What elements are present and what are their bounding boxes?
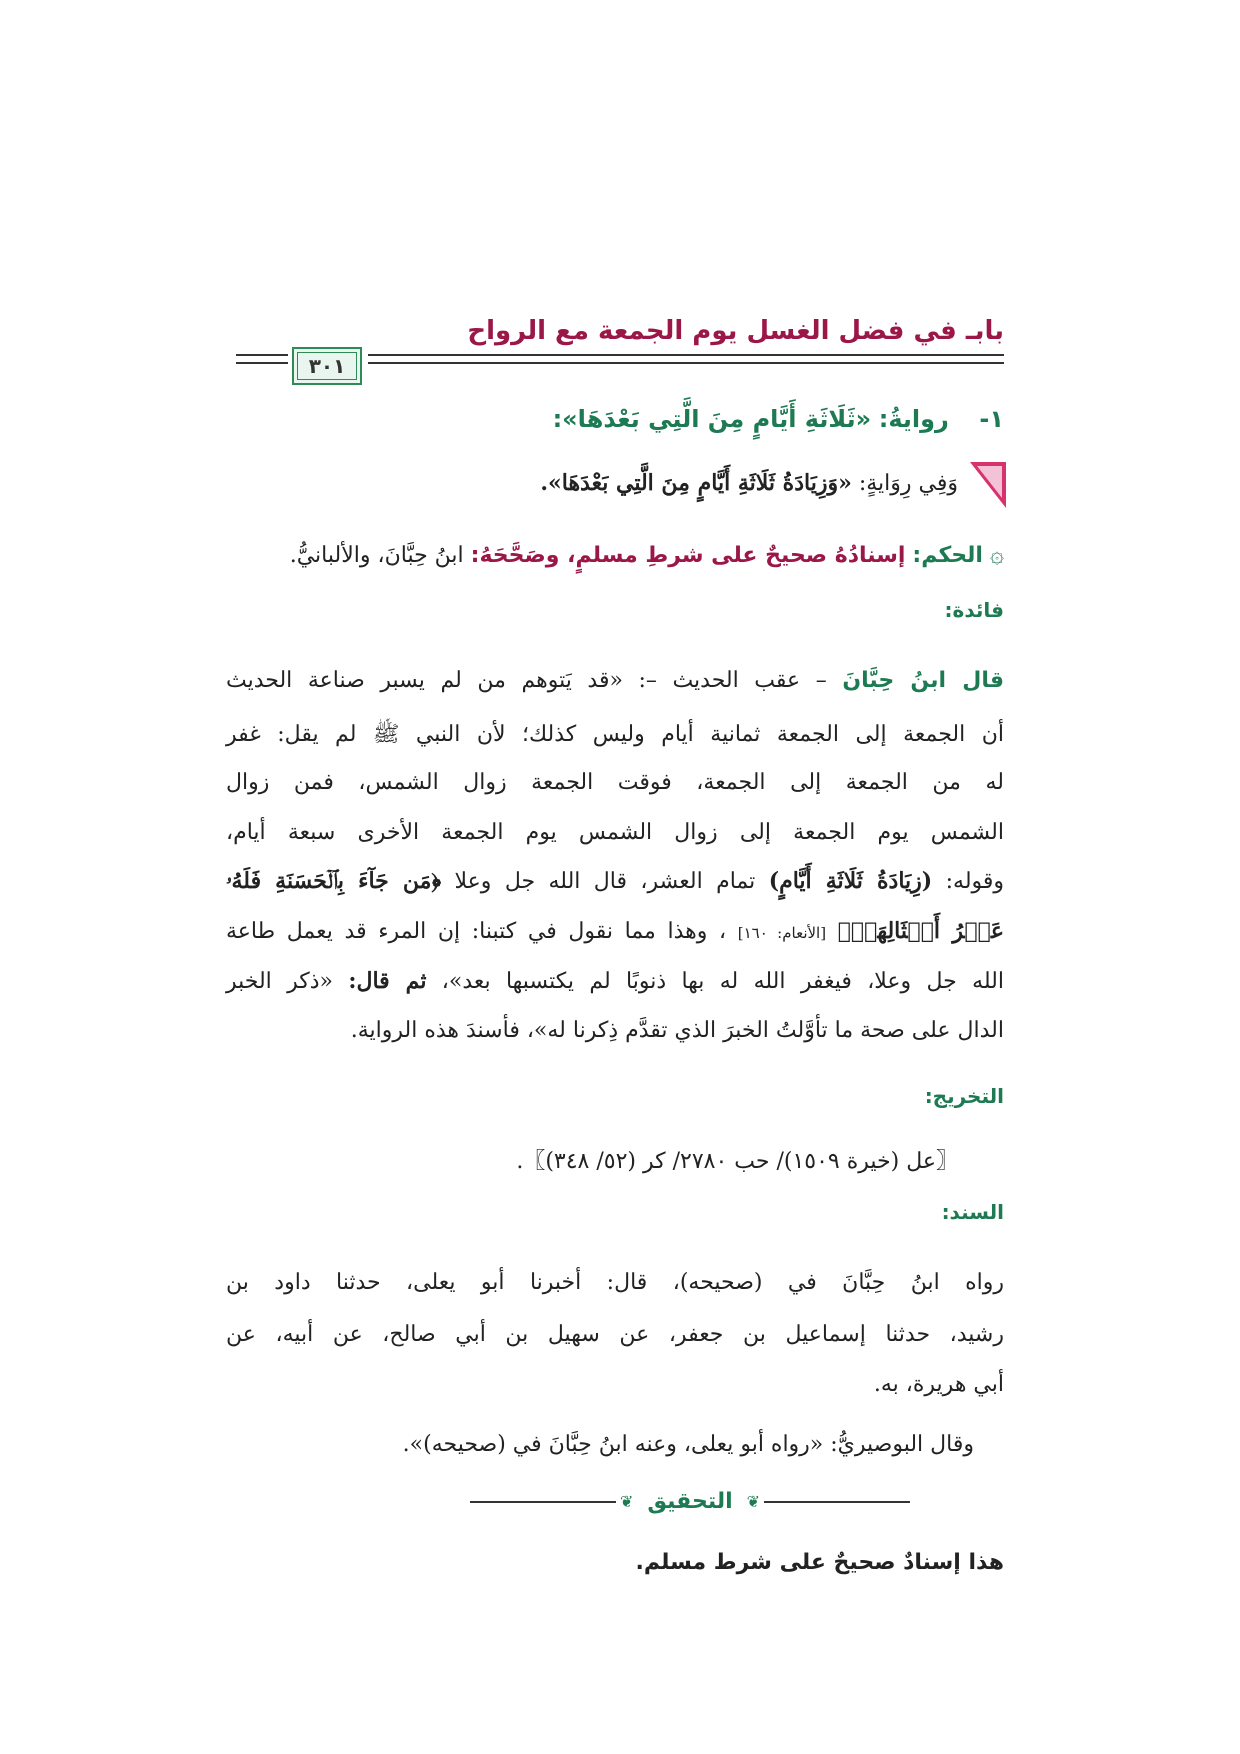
page-number: ٣٠١ xyxy=(308,354,346,378)
hukm-label: الحكم: xyxy=(912,543,983,568)
ayah-part-1: ﴿مَن جَآءَ بِٱلۡحَسَنَةِ فَلَهُۥ xyxy=(226,868,442,894)
corner-ornament-icon xyxy=(968,460,1008,510)
header-rule-right-bottom xyxy=(368,362,1004,364)
then-quote: «ذكر الخبر xyxy=(226,969,333,994)
tahqiq-divider xyxy=(470,1489,910,1514)
faida-line-6-text: ، وهذا مما نقول في كتبنا: إن المرء قد يعمل طاعة xyxy=(226,919,727,944)
sanad-heading: السند: xyxy=(941,1200,1004,1224)
faida-line-4: الشمس يوم الجمعة إلى زوال الشمس يوم الجمعة الأخرى سبعة أيام، xyxy=(226,820,1004,845)
page-number-box xyxy=(292,347,362,385)
running-title: بابـ في فضل الغسل يوم الجمعة مع الرواح xyxy=(467,316,1004,346)
ayah-reference: [الأنعام: ١٦٠] xyxy=(737,924,827,942)
faida-line-1-text: – عقب الحديث –: «قد يَتوهم من لم يسبر صناعة الحديث xyxy=(226,668,827,693)
riwaya-intro: وَفِي رِوَايةٍ: xyxy=(858,471,958,496)
riwaya-line xyxy=(540,470,958,496)
ayah-part-2: عَشۡرُ أَمۡثَالِهَاۖ﴾ xyxy=(837,918,1004,944)
section-quote: «ثَلَاثَةِ أَيَّامٍ مِنَ الَّتِي بَعْدَهَا»: xyxy=(552,405,872,433)
hukm-text: إسنادُهُ صحيحٌ على شرطِ مسلمٍ، وصَحَّحَهُ: xyxy=(470,543,906,568)
then-said: ثم قال: xyxy=(348,968,427,994)
takhrij-text: 〖عل (خيرة ١٥٠٩)/ حب ٢٧٨٠/ كر (٥٢/ ٣٤٨)〗. xyxy=(516,1149,958,1174)
rosette-icon: ۞ xyxy=(989,540,1004,568)
faida-line-7-text: الله جل وعلا، فيغفر الله له بها ذنوبًا لم يكتسبها بعد»، xyxy=(441,969,1004,994)
header-rule-left-top xyxy=(236,354,288,356)
faida-line-7 xyxy=(226,968,1004,994)
sanad-line-2: رشيد، حدثنا إسماعيل بن جعفر، عن سهيل بن أبي صالح، عن أبيه، عن xyxy=(226,1322,1004,1347)
section-number: ١- xyxy=(979,405,1004,433)
speaker-name: قال ابنُ حِبَّانَ xyxy=(842,668,1005,693)
busiri-line: وقال البوصيريُّ: «رواه أبو يعلى، وعنه ابنُ حِبَّانَ في (صحيحه)». xyxy=(402,1432,974,1457)
section-heading xyxy=(553,405,1004,433)
section-label: روايةُ: xyxy=(878,405,949,433)
header-rule-left-bottom xyxy=(236,362,288,364)
divider-line-right xyxy=(764,1501,910,1503)
tahqiq-text: هذا إسنادٌ صحيحٌ على شرط مسلم. xyxy=(635,1550,1004,1575)
faida-line-5-start: وقوله: xyxy=(945,869,1005,894)
header-rule-right-top xyxy=(368,354,1004,356)
faida-line-5-quote: (زِيَادَةُ ثَلَاثَةِ أَيَّامٍ) xyxy=(768,868,933,894)
hukm-rest: ابنُ حِبَّانَ، والألبانيُّ. xyxy=(289,543,464,568)
divider-line-left xyxy=(470,1501,616,1503)
faida-line-3: له من الجمعة إلى الجمعة، فوقت الجمعة زوال الشمس، فمن زوال xyxy=(226,770,1004,795)
faida-line-6 xyxy=(226,918,1004,944)
ornament-icon: ❦ xyxy=(746,1492,761,1511)
faida-line-5-text: تمام العشر، قال الله جل وعلا xyxy=(454,869,756,894)
ornament-icon: ❦ xyxy=(619,1492,634,1511)
faida-line-8: الدال على صحة ما تأوَّلتُ الخبرَ الذي تقدَّم ذِكرنا له»، فأسندَ هذه الرواية. xyxy=(350,1018,1004,1043)
riwaya-quote: «وَزِيَادَةُ ثَلَاثَةِ أَيَّامٍ مِنَ الَّتِي بَعْدَهَا». xyxy=(540,470,852,496)
sanad-line-1: رواه ابنُ حِبَّانَ في (صحيحه)، قال: أخبرنا أبو يعلى، حدثنا داود بن xyxy=(226,1270,1004,1295)
hukm-line xyxy=(290,540,1004,568)
tahqiq-heading: التحقيق xyxy=(647,1489,733,1514)
faida-line-2: أن الجمعة إلى الجمعة ثمانية أيام وليس كذلك؛ لأن النبي ﷺ لم يقل: غفر xyxy=(226,722,1004,747)
takhrij-heading: التخريج: xyxy=(924,1084,1004,1108)
faida-line-5 xyxy=(226,868,1004,894)
sanad-line-3: أبي هريرة، به. xyxy=(873,1372,1004,1397)
faida-heading: فائدة: xyxy=(944,598,1004,622)
faida-line-1 xyxy=(226,668,1004,693)
